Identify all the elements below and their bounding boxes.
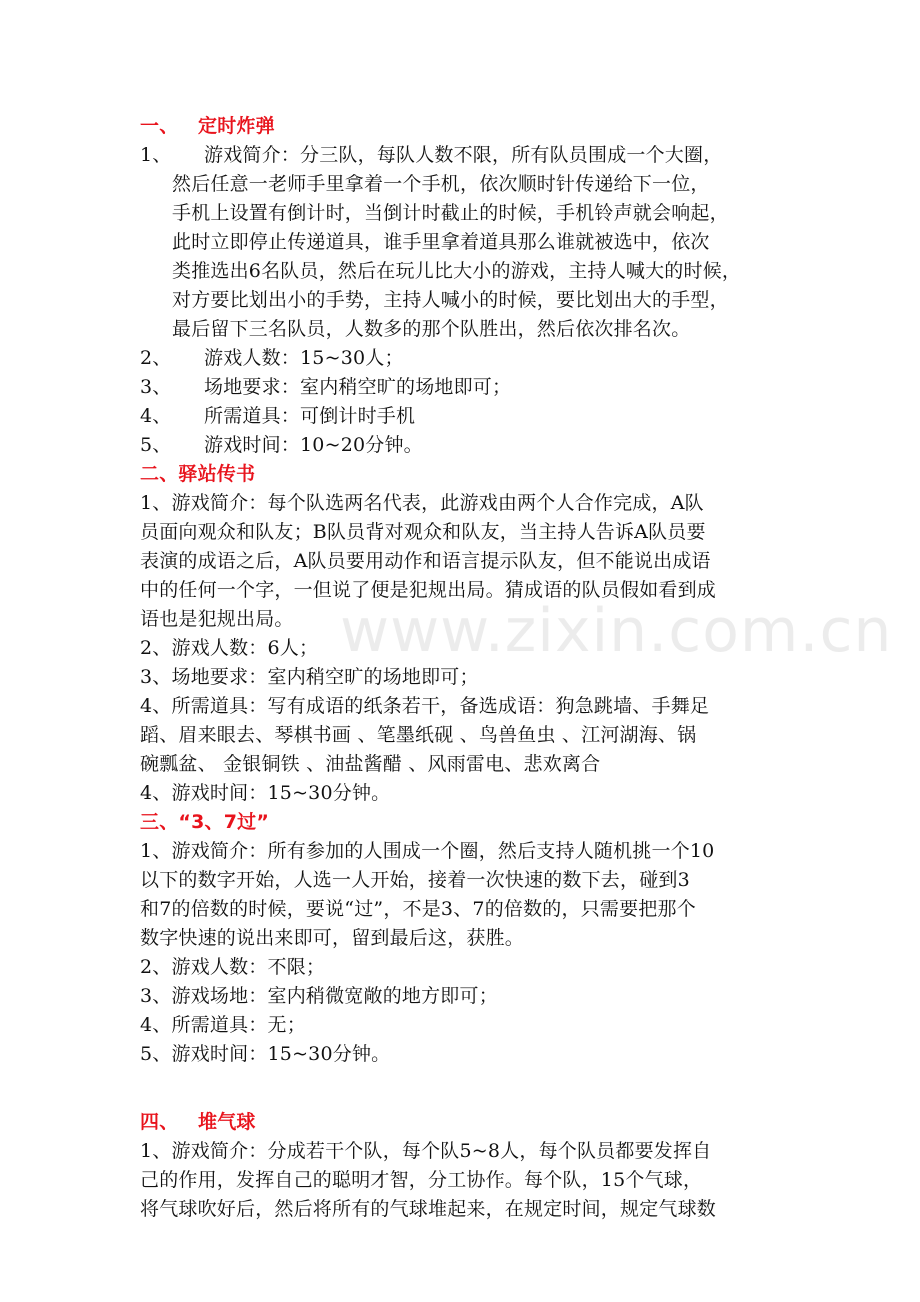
section-heading-1: 一、 定时炸弹 [140, 115, 275, 137]
text-line: 以下的数字开始，人选一人开始，接着一次快速的数下去，碰到3 [140, 869, 690, 891]
text-line: 和7的倍数的时候，要说“过”，不是3、7的倍数的，只需要把那个 [140, 898, 696, 920]
text-line: 己的作用，发挥自己的聪明才智，分工协作。每个队，15个气球， [140, 1169, 703, 1191]
text-line: 将气球吹好后，然后将所有的气球堆起来，在规定时间，规定气球数 [140, 1198, 717, 1220]
text-line: 4、所需道具：写有成语的纸条若干，备选成语：狗急跳墙、手舞足 [140, 695, 710, 717]
text-line: 中的任何一个字，一但说了便是犯规出局。猜成语的队员假如看到成 [140, 579, 717, 601]
text-line: 2、游戏人数：6人； [140, 637, 319, 659]
text-line: 数字快速的说出来即可，留到最后这，获胜。 [140, 927, 525, 949]
section-3-body [140, 837, 790, 1069]
text-line: 1、游戏简介：所有参加的人围成一个圈，然后支持人随机挑一个10 [140, 840, 715, 862]
list-item: 3、 场地要求：室内稍空旷的场地即可； [140, 376, 512, 398]
list-item: 5、 游戏时间：10~20分钟。 [140, 434, 423, 456]
section-2-body [140, 489, 790, 808]
list-item: 4、 所需道具：可倒计时手机 [140, 405, 416, 427]
list-item-continuation: 然后任意一老师手里拿着一个手机，依次顺时针传递给下一位， [172, 173, 710, 195]
section-heading-4: 四、 堆气球 [140, 1111, 256, 1133]
watermark: www.zixin.com.cn [340, 596, 893, 666]
section-4-body [140, 1137, 790, 1224]
section-spacer [140, 1069, 790, 1108]
text-line: 4、游戏时间：15~30分钟。 [140, 782, 391, 804]
text-line: 表演的成语之后，A队员要用动作和语言提示队友，但不能说出成语 [140, 550, 711, 572]
text-line: 蹈、眉来眼去、琴棋书画 、笔墨纸砚 、鸟兽鱼虫 、江河湖海、锅 [140, 724, 697, 746]
text-line: 碗瓢盆、 金银铜铁 、油盐酱醋 、风雨雷电、悲欢离合 [140, 753, 601, 775]
list-item-continuation: 手机上设置有倒计时，当倒计时截止的时候，手机铃声就会响起， [172, 202, 729, 224]
section-1-body [140, 141, 790, 460]
text-line: 3、场地要求：室内稍空旷的场地即可； [140, 666, 479, 688]
text-line: 4、所需道具：无； [140, 1014, 306, 1036]
text-line: 1、游戏简介：分成若干个队，每个队5~8人，每个队员都要发挥自 [140, 1140, 712, 1162]
text-line: 员面向观众和队友；B队员背对观众和队友，当主持人告诉A队员要 [140, 521, 706, 543]
text-line: 1、游戏简介：每个队选两名代表，此游戏由两个人合作完成，A队 [140, 492, 704, 514]
list-item-continuation: 对方要比划出小的手势，主持人喊小的时候，要比划出大的手型， [172, 289, 729, 311]
section-heading-3: 三、“3、7过” [140, 811, 270, 833]
text-line: 2、游戏人数：不限； [140, 956, 326, 978]
section-heading-2: 二、驿站传书 [140, 463, 256, 485]
list-item-continuation: 此时立即停止传递道具，谁手里拿着道具那么谁就被选中，依次 [172, 231, 710, 253]
list-item-continuation: 类推选出6名队员，然后在玩儿比大小的游戏，主持人喊大的时候， [172, 260, 742, 282]
list-item: 1、 游戏简介：分三队，每队人数不限，所有队员围成一个大圈， [140, 144, 723, 166]
text-line: 语也是犯规出局。 [140, 608, 294, 630]
text-line: 3、游戏场地：室内稍微宽敞的地方即可； [140, 985, 498, 1007]
list-item: 2、 游戏人数：15~30人； [140, 347, 404, 369]
text-line: 5、游戏时间：15~30分钟。 [140, 1043, 391, 1065]
document-content [140, 112, 790, 1224]
list-item-continuation: 最后留下三名队员，人数多的那个队胜出，然后依次排名次。 [172, 318, 691, 340]
